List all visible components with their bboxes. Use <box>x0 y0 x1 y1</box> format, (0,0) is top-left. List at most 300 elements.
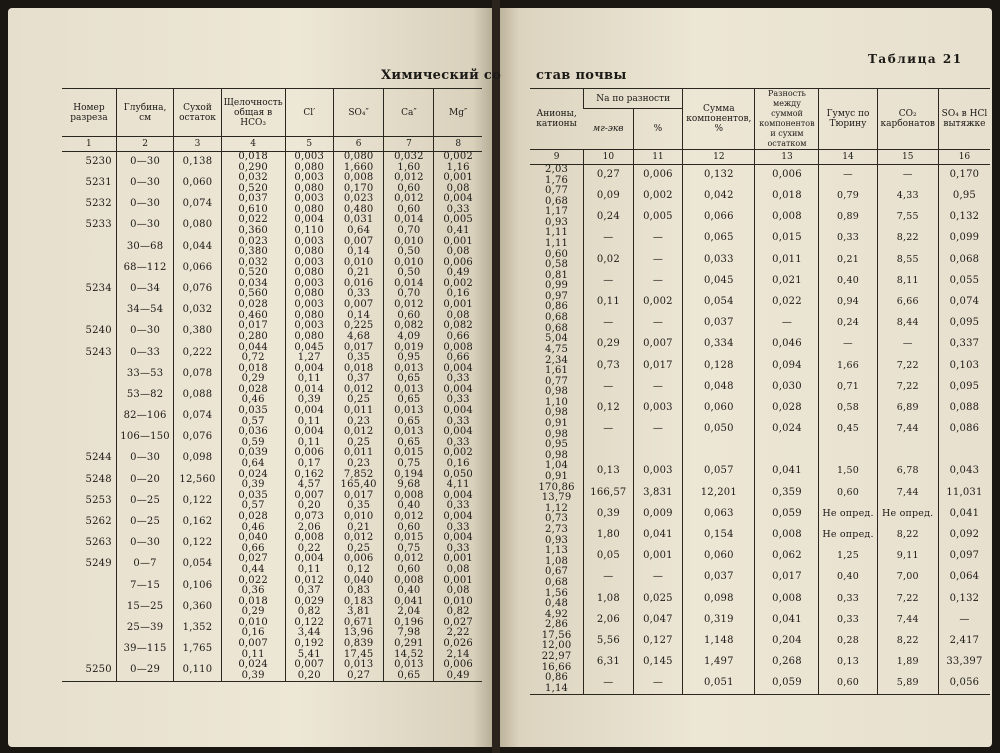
depth-cell: 0—33 <box>116 343 174 364</box>
co2-cell: 1,89 <box>877 652 938 673</box>
table-row <box>530 334 990 355</box>
so4-cell <box>333 554 384 575</box>
col-number: 15 <box>877 150 938 165</box>
mg-cell <box>434 215 482 236</box>
anions-cations-cell <box>530 228 584 249</box>
alk-cell <box>221 639 285 660</box>
ca-percent: 0,013 <box>394 405 424 417</box>
alk-meq: 0,29 <box>241 373 265 385</box>
so4-meq: 0,25 <box>347 542 371 554</box>
mg-percent: 0,008 <box>443 341 473 353</box>
co2-cell: 7,00 <box>877 567 938 588</box>
ca-meq: 0,65 <box>397 373 421 385</box>
so4-cell: 0,041 <box>938 504 990 525</box>
so4-cell <box>333 194 384 215</box>
so4-cell: 0,074 <box>938 292 990 313</box>
dry-residue-cell: 0,106 <box>174 576 221 597</box>
so4-meq: 0,12 <box>347 563 371 575</box>
anions-value: 0,68 <box>545 312 569 324</box>
so4-cell <box>333 533 384 554</box>
na-pct-cell: — <box>633 313 683 334</box>
so4-cell <box>333 173 384 194</box>
cl-cell <box>285 152 333 174</box>
alk-percent: 0,032 <box>238 172 268 183</box>
ca-percent: 0,008 <box>394 574 424 586</box>
dry-residue-cell: 0,076 <box>174 279 221 300</box>
so4-cell: 33,397 <box>938 652 990 673</box>
cl-percent: 0,004 <box>294 426 325 438</box>
humus-cell: 0,33 <box>819 610 877 631</box>
depth-cell: 15—25 <box>116 597 174 618</box>
sum-cell: 0,057 <box>683 461 755 482</box>
humus-cell: 1,25 <box>819 546 877 567</box>
ca-meq: 0,65 <box>397 669 421 681</box>
alk-cell <box>221 512 285 533</box>
table-row <box>530 165 990 187</box>
anions-cations-cell <box>530 567 584 588</box>
alk-cell <box>221 385 285 406</box>
so4-meq: 0,23 <box>347 415 371 427</box>
alk-meq: 0,520 <box>238 267 268 279</box>
humus-cell: 0,94 <box>819 292 877 313</box>
sum-cell: 1,497 <box>683 652 755 673</box>
col-number: 5 <box>285 137 333 152</box>
so4-meq: 0,21 <box>347 521 371 533</box>
table-row <box>530 461 990 482</box>
ca-percent: 0,041 <box>394 595 424 607</box>
mg-cell <box>434 300 482 321</box>
header-mg-eq: мг-экв <box>584 109 634 150</box>
mg-meq: 0,33 <box>446 521 470 533</box>
ca-meq: 14,52 <box>394 648 424 660</box>
mg-meq: 0,08 <box>446 309 470 321</box>
sum-cell: 0,060 <box>683 398 755 419</box>
alk-cell <box>221 194 285 215</box>
table-row <box>62 321 482 342</box>
table-row <box>530 228 990 249</box>
na-meq-cell: 0,05 <box>584 546 634 567</box>
alk-meq: 0,64 <box>241 457 265 469</box>
cl-meq: 0,080 <box>294 161 325 173</box>
so4-cell <box>333 597 384 618</box>
section-number: 5230 <box>85 156 112 167</box>
alk-cell <box>221 173 285 194</box>
ca-percent: 0,012 <box>394 193 424 205</box>
dry-residue-cell: 0,222 <box>174 343 221 364</box>
cl-cell <box>285 385 333 406</box>
depth-cell: 25—39 <box>116 618 174 639</box>
alk-meq: 0,29 <box>241 606 265 618</box>
humus-cell <box>819 440 877 461</box>
mg-percent: 0,004 <box>443 426 473 438</box>
mg-meq: 2,14 <box>446 648 470 660</box>
cl-meq: 0,37 <box>297 585 321 597</box>
mg-cell <box>434 385 482 406</box>
section-number: 5243 <box>85 346 112 358</box>
dry-residue-cell: 0,032 <box>174 300 221 321</box>
mg-meq: 0,33 <box>446 436 470 448</box>
so4-cell <box>333 491 384 512</box>
header-number: Номер разреза <box>62 89 116 137</box>
mg-percent: 0,004 <box>443 193 473 205</box>
cations-value: 0,73 <box>545 513 569 525</box>
na-meq-cell: 2,06 <box>584 610 634 631</box>
depth-cell: 0—34 <box>116 279 174 300</box>
so4-cell: 0,95 <box>938 186 990 207</box>
header-co2: CO₂ карбонатов <box>877 89 938 150</box>
diff-cell: 0,030 <box>755 377 819 398</box>
ca-percent: 0,010 <box>394 256 424 268</box>
section-number <box>62 385 116 406</box>
so4-cell <box>938 440 990 461</box>
mg-cell <box>434 533 482 554</box>
na-meq-cell: 0,02 <box>584 250 634 271</box>
so4-percent: 0,018 <box>343 362 374 374</box>
section-number: 5232 <box>85 198 112 210</box>
so4-percent: 0,011 <box>343 405 374 417</box>
mg-meq: 0,41 <box>446 224 470 236</box>
co2-cell: 9,11 <box>877 546 938 567</box>
so4-meq: 13,96 <box>343 627 374 639</box>
cations-value: 2,86 <box>545 619 569 631</box>
sum-cell: 0,054 <box>683 292 755 313</box>
sum-cell: 0,128 <box>683 356 755 377</box>
mg-percent: 0,082 <box>443 320 473 332</box>
ca-percent: 0,014 <box>394 214 424 226</box>
col-number: 13 <box>755 150 819 165</box>
diff-cell <box>755 440 819 461</box>
co2-cell: 7,44 <box>877 483 938 504</box>
cl-meq: 0,080 <box>294 309 325 321</box>
cl-meq: 1,27 <box>297 352 321 363</box>
alk-cell <box>221 427 285 448</box>
dry-residue-cell: 0,110 <box>174 660 221 682</box>
cations-value: 0,99 <box>545 280 569 292</box>
diff-cell: 0,046 <box>755 334 819 355</box>
co2-cell: 7,44 <box>877 419 938 440</box>
table-row <box>62 427 482 448</box>
depth-cell: 0—30 <box>116 321 174 342</box>
alk-percent: 0,044 <box>238 341 268 353</box>
so4-cell <box>333 343 384 364</box>
dry-residue-cell: 0,060 <box>174 173 221 194</box>
co2-cell: 7,55 <box>877 207 938 228</box>
header-so4: SO₄″ <box>333 89 384 137</box>
header-humus: Гумус по Тюрину <box>819 89 877 150</box>
anions-cations-cell <box>530 271 584 292</box>
table-row <box>62 491 482 512</box>
depth-cell: 0—30 <box>116 194 174 215</box>
section-number: 5231 <box>85 177 112 188</box>
alk-meq: 0,11 <box>241 648 265 660</box>
humus-cell: Не опред. <box>819 525 877 546</box>
cl-cell <box>285 215 333 236</box>
table-row <box>530 504 990 525</box>
sum-cell: 0,042 <box>683 186 755 207</box>
so4-meq: 4,68 <box>347 330 371 342</box>
header-pct: % <box>633 109 683 150</box>
so4-meq: 0,14 <box>347 309 371 321</box>
cl-meq: 0,110 <box>294 224 325 236</box>
col-number: 10 <box>584 150 634 165</box>
cl-percent: 0,008 <box>294 532 325 544</box>
dry-residue-cell: 0,066 <box>174 258 221 279</box>
alk-cell <box>221 618 285 639</box>
mg-meq: 0,16 <box>446 288 470 300</box>
diff-cell: 0,021 <box>755 271 819 292</box>
table-row <box>530 546 990 567</box>
cl-percent: 0,012 <box>294 574 325 586</box>
mg-meq: 0,33 <box>446 500 470 512</box>
so4-cell <box>333 321 384 342</box>
na-meq-cell: 0,09 <box>584 186 634 207</box>
cl-percent: 0,006 <box>294 447 325 459</box>
na-meq-cell: 1,08 <box>584 589 634 610</box>
alk-cell <box>221 300 285 321</box>
ca-meq: 0,95 <box>397 352 421 363</box>
so4-cell <box>333 639 384 660</box>
na-pct-cell: — <box>633 419 683 440</box>
alk-meq: 0,59 <box>241 436 265 448</box>
alk-meq: 0,610 <box>238 203 268 215</box>
alk-percent: 0,010 <box>238 616 268 628</box>
diff-cell: 0,059 <box>755 504 819 525</box>
na-meq-cell: 0,29 <box>584 334 634 355</box>
anions-cations-cell <box>530 419 584 440</box>
cl-percent: 0,122 <box>294 616 325 628</box>
diff-cell: 0,041 <box>755 610 819 631</box>
ca-cell <box>384 194 434 215</box>
mg-percent: 0,004 <box>443 532 473 544</box>
ca-percent: 0,019 <box>394 341 424 353</box>
na-pct-cell: — <box>633 228 683 249</box>
diff-cell: 0,024 <box>755 419 819 440</box>
cl-cell <box>285 470 333 491</box>
na-pct-cell <box>633 440 683 461</box>
cl-cell <box>285 533 333 554</box>
sum-cell: 0,066 <box>683 207 755 228</box>
so4-percent: 0,017 <box>343 489 374 501</box>
cations-value: 0,93 <box>545 534 569 546</box>
alk-cell <box>221 448 285 469</box>
table-row <box>530 652 990 673</box>
diff-cell: 0,062 <box>755 546 819 567</box>
so4-percent: 0,006 <box>343 553 374 565</box>
ca-meq: 0,60 <box>397 563 421 575</box>
cations-value: 0,68 <box>545 322 569 334</box>
cl-meq: 0,080 <box>294 267 325 279</box>
cl-meq: 0,080 <box>294 288 325 300</box>
title-left: Химический со <box>381 68 502 83</box>
ca-cell <box>384 406 434 427</box>
mg-meq: 0,49 <box>446 669 470 681</box>
anions-value: 0,60 <box>545 248 569 260</box>
so4-meq: 0,170 <box>343 182 374 194</box>
so4-meq: 0,37 <box>347 373 371 385</box>
cations-value: 0,68 <box>545 576 569 588</box>
header-ca: Ca″ <box>384 89 434 137</box>
ca-meq: 7,98 <box>397 627 421 639</box>
so4-percent: 0,007 <box>343 299 374 311</box>
table-label: Таблица 21 <box>868 52 963 66</box>
mg-meq: 0,08 <box>446 563 470 575</box>
cl-cell <box>285 343 333 364</box>
header-na-group: Na по разности <box>584 89 683 109</box>
mg-percent: 0,027 <box>443 616 473 628</box>
na-meq-cell: 0,73 <box>584 356 634 377</box>
section-number <box>62 597 116 618</box>
anions-cations-cell <box>530 313 584 334</box>
ca-meq: 0,40 <box>397 500 421 512</box>
ca-percent: 0,082 <box>394 320 424 332</box>
mg-cell <box>434 194 482 215</box>
ca-percent: 0,013 <box>394 362 424 374</box>
humus-cell: 0,89 <box>819 207 877 228</box>
cl-cell <box>285 279 333 300</box>
diff-cell: 0,008 <box>755 589 819 610</box>
cations-value: 1,11 <box>545 237 569 249</box>
cl-percent: 0,192 <box>294 638 325 650</box>
col-number: 16 <box>938 150 990 165</box>
so4-cell: 0,055 <box>938 271 990 292</box>
anions-value: 1,12 <box>545 502 569 514</box>
cl-meq: 0,080 <box>294 182 325 194</box>
co2-cell: 7,22 <box>877 377 938 398</box>
so4-meq: 165,40 <box>340 479 377 491</box>
cl-cell <box>285 448 333 469</box>
ca-cell <box>384 258 434 279</box>
table-row <box>62 618 482 639</box>
na-pct-cell: 0,001 <box>633 546 683 567</box>
table-row <box>62 639 482 660</box>
table-row <box>530 356 990 377</box>
col-number: 12 <box>683 150 755 165</box>
sum-cell: 0,060 <box>683 546 755 567</box>
depth-cell: 0—29 <box>116 660 174 682</box>
diff-cell: 0,028 <box>755 398 819 419</box>
so4-cell: 2,417 <box>938 631 990 652</box>
so4-cell <box>333 152 384 174</box>
depth-cell: 106—150 <box>116 427 174 448</box>
mg-meq: 0,16 <box>446 457 470 469</box>
alk-meq: 0,39 <box>241 669 265 681</box>
cl-meq: 0,20 <box>297 500 321 512</box>
alk-percent: 0,032 <box>238 256 268 268</box>
alk-percent: 0,022 <box>238 214 268 226</box>
anions-cations-cell <box>530 631 584 652</box>
section-number: 5240 <box>85 325 112 337</box>
dry-residue-cell: 0,098 <box>174 448 221 469</box>
anions-value: 0,97 <box>545 290 569 302</box>
diff-cell: 0,008 <box>755 525 819 546</box>
depth-cell: 82—106 <box>116 406 174 427</box>
humus-cell: 0,40 <box>819 567 877 588</box>
depth-cell: 68—112 <box>116 258 174 279</box>
so4-percent: 0,007 <box>343 235 374 247</box>
cations-value: 0,98 <box>545 386 569 398</box>
table-row <box>530 250 990 271</box>
na-meq-cell: — <box>584 228 634 249</box>
ca-meq: 0,70 <box>397 224 421 236</box>
alk-percent: 0,040 <box>238 532 268 544</box>
dry-residue-cell: 0,138 <box>174 152 221 174</box>
sum-cell: 1,148 <box>683 631 755 652</box>
cations-value: 16,66 <box>541 661 572 673</box>
so4-meq: 0,14 <box>347 246 371 258</box>
cl-percent: 0,003 <box>294 320 325 332</box>
table-row <box>62 554 482 575</box>
cations-value: 1,14 <box>545 682 569 694</box>
na-pct-cell: 0,017 <box>633 356 683 377</box>
col-number: 2 <box>116 137 174 152</box>
mg-cell <box>434 152 482 174</box>
left-table <box>62 88 482 682</box>
so4-cell: 0,043 <box>938 461 990 482</box>
humus-cell: 0,58 <box>819 398 877 419</box>
alk-cell <box>221 470 285 491</box>
mg-percent: 0,004 <box>443 489 473 501</box>
sum-cell: 12,201 <box>683 483 755 504</box>
so4-cell: 0,086 <box>938 419 990 440</box>
right-table <box>530 88 990 695</box>
cl-cell <box>285 491 333 512</box>
so4-percent: 0,016 <box>343 277 374 289</box>
cations-value: 0,98 <box>545 449 569 461</box>
ca-cell <box>384 427 434 448</box>
cl-meq: 0,080 <box>294 246 325 258</box>
so4-meq: 17,45 <box>343 648 374 660</box>
ca-cell <box>384 639 434 660</box>
alk-cell <box>221 152 285 174</box>
sum-cell: 0,154 <box>683 525 755 546</box>
section-number: 5234 <box>85 282 112 294</box>
cl-meq: 0,82 <box>297 606 321 618</box>
na-meq-cell: — <box>584 377 634 398</box>
ca-percent: 0,015 <box>394 447 424 459</box>
humus-cell: 0,13 <box>819 652 877 673</box>
section-number: 5249 <box>85 558 112 570</box>
alk-meq: 0,57 <box>241 415 265 427</box>
anions-value: 2,03 <box>545 164 569 175</box>
so4-meq: 0,25 <box>347 436 371 448</box>
alk-percent: 0,034 <box>238 277 268 289</box>
na-pct-cell: — <box>633 673 683 695</box>
mg-percent: 0,004 <box>443 383 473 395</box>
so4-meq: 0,64 <box>347 224 371 236</box>
mg-percent: 0,001 <box>443 553 473 565</box>
na-pct-cell: 0,127 <box>633 631 683 652</box>
mg-cell <box>434 173 482 194</box>
table-row <box>530 186 990 207</box>
header-alkalinity: Щелочность общая в HCO₃ <box>221 89 285 137</box>
anions-cations-cell <box>530 207 584 228</box>
na-pct-cell: 0,002 <box>633 292 683 313</box>
diff-cell: 0,006 <box>755 165 819 187</box>
cl-percent: 0,003 <box>294 193 325 205</box>
anions-cations-cell <box>530 610 584 631</box>
na-meq-cell: 0,11 <box>584 292 634 313</box>
ca-cell <box>384 491 434 512</box>
table-row <box>530 292 990 313</box>
anions-value: 1,17 <box>545 206 569 218</box>
cations-value: 0,98 <box>545 407 569 419</box>
na-meq-cell: 5,56 <box>584 631 634 652</box>
anions-cations-cell <box>530 250 584 271</box>
alk-cell <box>221 554 285 575</box>
alk-cell <box>221 258 285 279</box>
ca-cell <box>384 448 434 469</box>
na-meq-cell: 0,27 <box>584 165 634 187</box>
